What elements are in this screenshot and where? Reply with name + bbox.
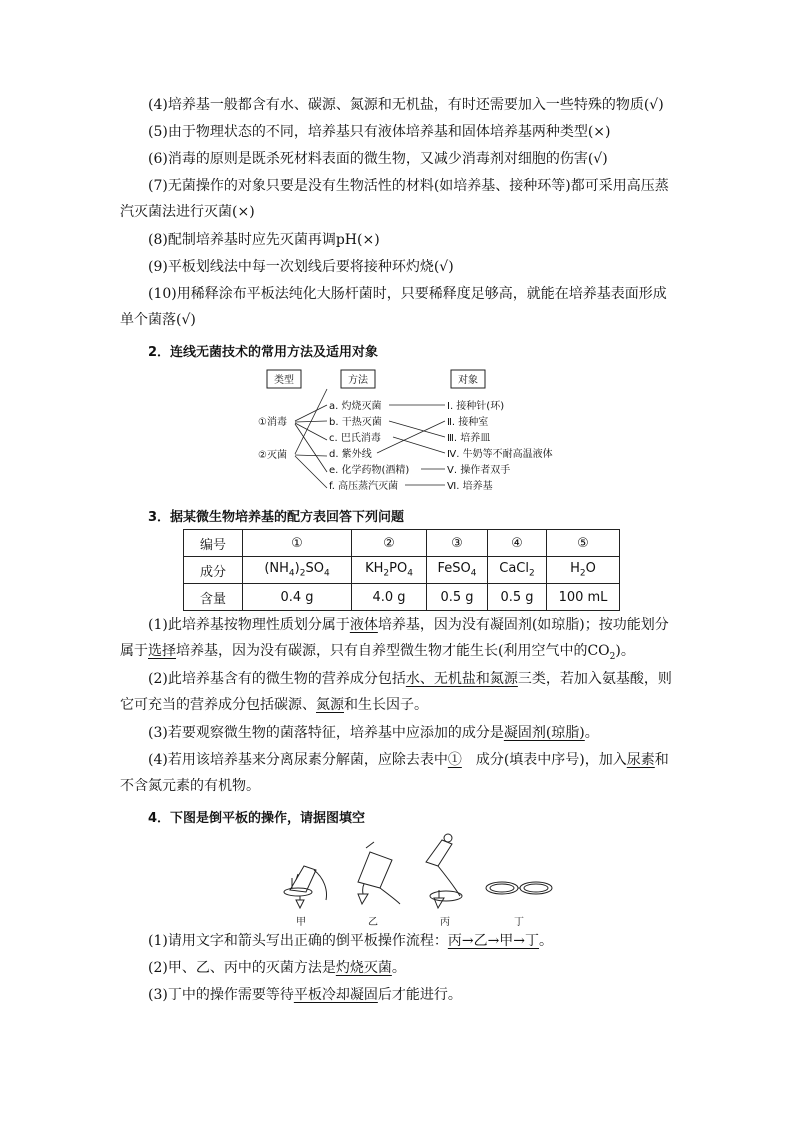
- statement-8: (8)配制培养基时应先灭菌再调pH(×): [148, 232, 380, 248]
- component-2: $KH_2PO_4$: [352, 557, 427, 584]
- section-2-title: 2．连线无菌技术的常用方法及适用对象: [148, 345, 379, 360]
- amount-1: 0.4 g: [243, 584, 352, 611]
- num-5: ⑤: [547, 530, 620, 557]
- matching-diagram: [255, 368, 585, 498]
- table-row: [184, 557, 620, 584]
- method-d: d. 紫外线: [329, 449, 372, 460]
- object-5: Ⅴ. 操作者双手: [447, 465, 511, 476]
- step-bing-drawing: [426, 834, 462, 908]
- header-object: 对象: [458, 375, 478, 386]
- label-ding: 丁: [514, 917, 524, 928]
- component-3: FeSO$_4$: [427, 557, 488, 584]
- label-bing: 丙: [440, 917, 450, 928]
- statement-7: (7)无菌操作的对象只要是没有生物活性的材料(如培养基、接种环等)都可采用高压蒸汽灭菌法进行灭菌(×): [120, 178, 669, 220]
- step-yi-drawing: [358, 842, 400, 904]
- s3-question-2: (2)此培养基含有的微生物的营养成分包括水、无机盐和氮源三类，若加入氨基酸，则它可充当的营养成分包括碳源、氮源和生长因子。: [120, 671, 672, 713]
- amount-3: 0.5 g: [427, 584, 488, 611]
- section-4-title: 4．下图是倒平板的操作，请据图填空: [148, 811, 366, 826]
- num-1: ①: [243, 530, 352, 557]
- amount-2: 4.0 g: [352, 584, 427, 611]
- object-1: Ⅰ. 接种针(环): [447, 401, 505, 412]
- object-4: Ⅳ. 牛奶等不耐高温液体: [447, 449, 553, 460]
- component-5: $H_2O$: [547, 557, 620, 584]
- s3-question-4: (4)若用该培养基来分离尿素分解菌，应除去表中① 成分(填表中序号)，加入尿素和不含氮元素的有机物。: [120, 752, 669, 794]
- medium-formula-table: [183, 529, 620, 611]
- table-row: [184, 530, 620, 557]
- method-e: e. 化学药物(酒精): [329, 465, 410, 476]
- num-3: ③: [427, 530, 488, 557]
- method-f: f. 高压蒸汽灭菌: [329, 481, 399, 492]
- statement-5: (5)由于物理状态的不同，培养基只有液体培养基和固体培养基两种类型(×): [148, 124, 611, 140]
- object-2: Ⅱ. 接种室: [447, 417, 489, 428]
- label-jia: 甲: [296, 917, 306, 928]
- pouring-plate-illustration: [270, 830, 560, 930]
- type-disinfect: ①消毒: [258, 417, 287, 428]
- s3-question-3: (3)若要观察微生物的菌落特征，培养基中应添加的成分是凝固剂(琼脂)。: [148, 725, 599, 741]
- s4-question-1: (1)请用文字和箭头写出正确的倒平板操作流程：丙→乙→甲→丁。: [148, 933, 554, 949]
- component-1: $(NH_4)_2SO_4$: [243, 557, 352, 584]
- row-label-num: 编号: [184, 530, 243, 557]
- s4-question-3: (3)丁中的操作需要等待平板冷却凝固后才能进行。: [148, 987, 462, 1003]
- statement-9: (9)平板划线法中每一次划线后要将接种环灼烧(√): [148, 259, 454, 275]
- object-3: Ⅲ. 培养皿: [447, 433, 491, 444]
- header-type: 类型: [274, 375, 294, 386]
- section-3-title: 3．据某微生物培养基的配方表回答下列问题: [148, 510, 405, 525]
- statement-4: (4)培养基一般都含有水、碳源、氮源和无机盐，有时还需要加入一些特殊的物质(√): [148, 97, 664, 113]
- amount-5: 100 mL: [547, 584, 620, 611]
- statement-6: (6)消毒的原则是既杀死材料表面的微生物，又减少消毒剂对细胞的伤害(√): [148, 151, 608, 167]
- type-sterilize: ②灭菌: [258, 450, 287, 461]
- header-method: 方法: [348, 375, 368, 386]
- s4-question-2: (2)甲、乙、丙中的灭菌方法是灼烧灭菌。: [148, 960, 406, 976]
- method-c: c. 巴氏消毒: [329, 433, 381, 444]
- method-b: b. 干热灭菌: [329, 417, 382, 428]
- method-a: a. 灼烧灭菌: [329, 401, 382, 412]
- amount-4: 0.5 g: [488, 584, 547, 611]
- row-label-amount: 含量: [184, 584, 243, 611]
- row-label-comp: 成分: [184, 557, 243, 584]
- num-2: ②: [352, 530, 427, 557]
- s3-question-1: (1)此培养基按物理性质划分属于液体培养基，因为没有凝固剂(如琼脂)；按功能划分属于选择培养基，因为没有碳源，只有自养型微生物才能生长(利用空气中的$CO_2$)。: [120, 617, 669, 662]
- step-jia-drawing: [284, 866, 327, 908]
- table-row: [184, 584, 620, 611]
- num-4: ④: [488, 530, 547, 557]
- label-yi: 乙: [368, 917, 378, 928]
- statement-10: (10)用稀释涂布平板法纯化大肠杆菌时，只要稀释度足够高，就能在培养基表面形成单个菌落(√): [120, 286, 667, 328]
- component-4: CaCl$_2$: [488, 557, 547, 584]
- object-6: Ⅵ. 培养基: [447, 481, 493, 492]
- step-ding-drawing: [486, 882, 552, 894]
